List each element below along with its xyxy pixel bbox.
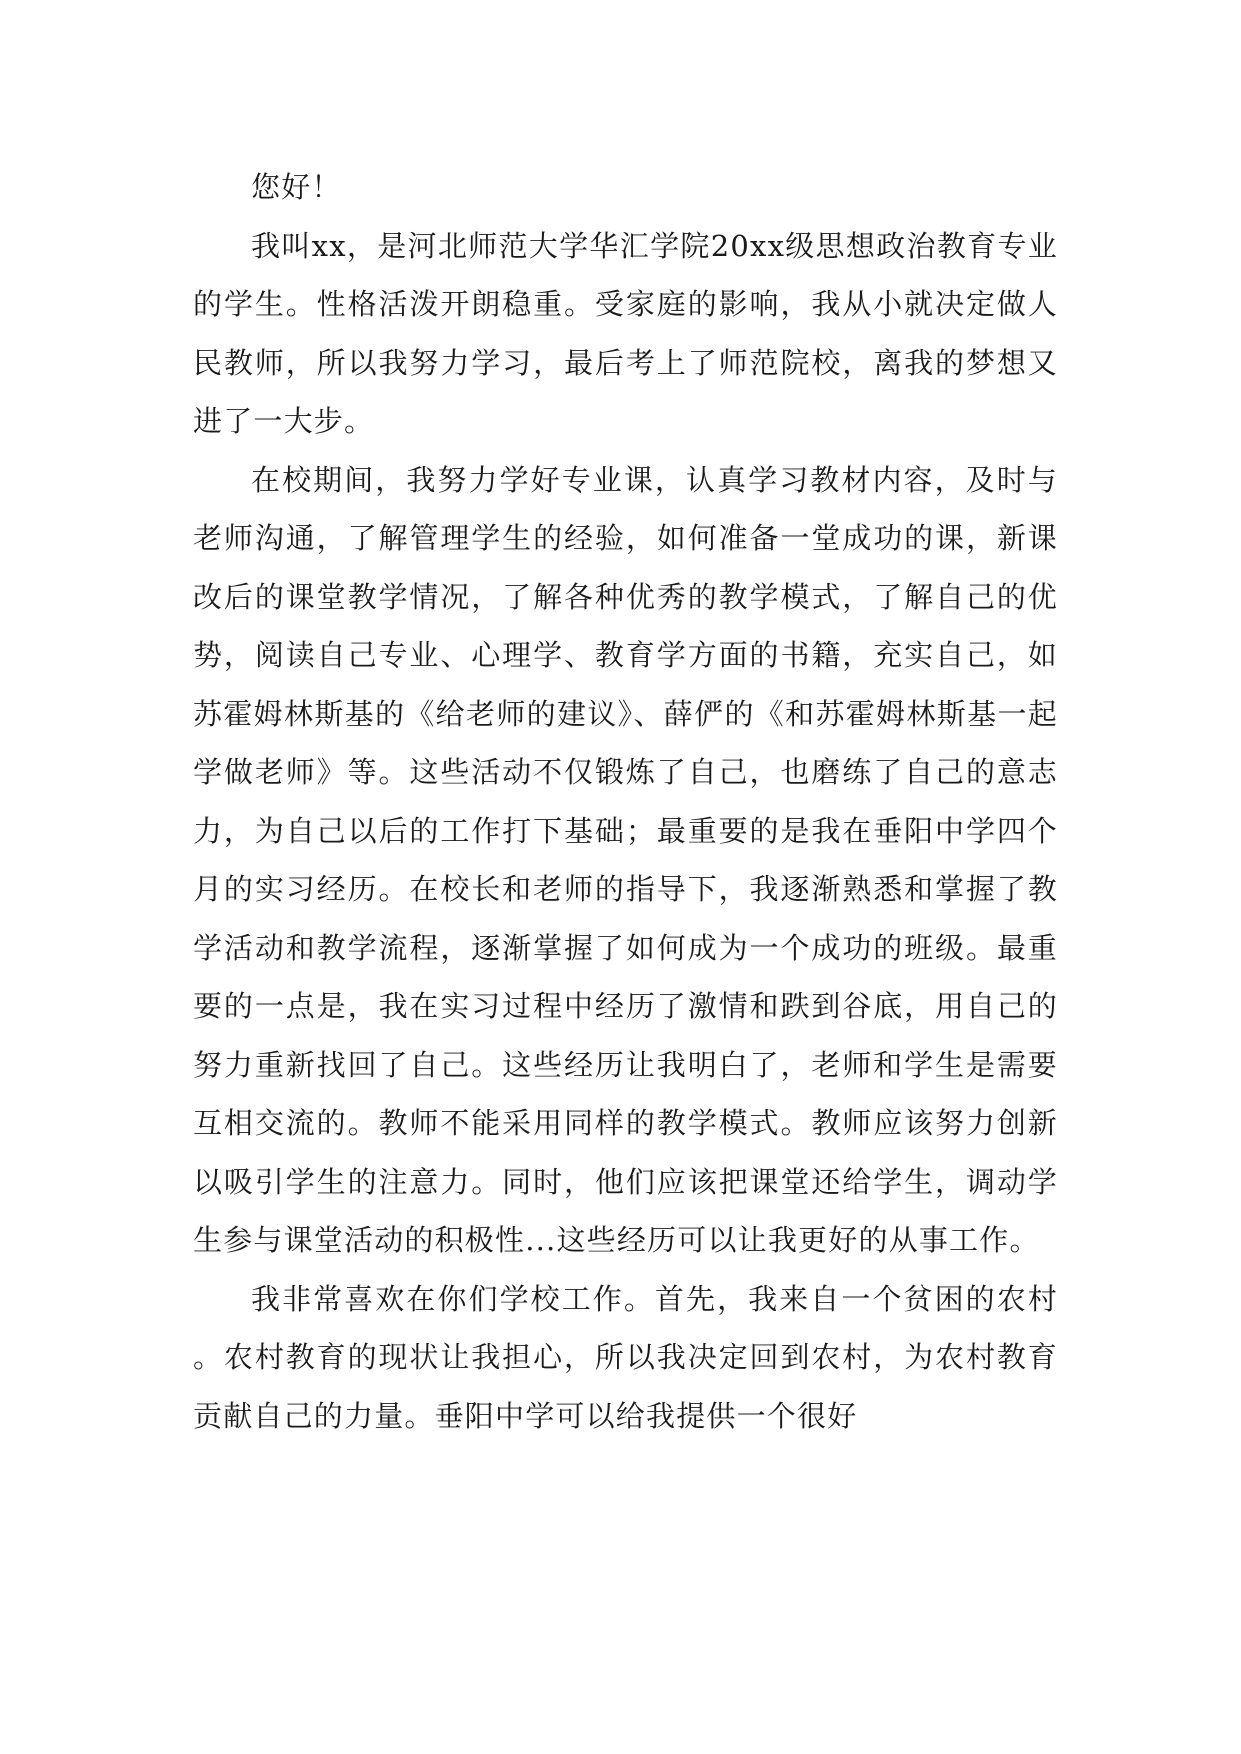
greeting-paragraph: 您好！ (251, 170, 342, 204)
self-introduction-paragraph: 我叫xx，是河北师范大学华汇学院20xx级思想政治教育专业的学生。性格活泼开朗稳重。受家庭的影响，我从小就决定做人民教师，所以我努力学习，最后考上了师范院校，离我的梦想又进了一大步。 (193, 228, 1058, 438)
motivation-paragraph: 我非常喜欢在你们学校工作。首先，我来自一个贫困的农村。农村教育的现状让我担心，所以我决定回到农村，为农村教育贡献自己的力量。垂阳中学可以给我提供一个很好 (193, 1281, 1058, 1433)
school-experience-paragraph: 在校期间，我努力学好专业课，认真学习教材内容，及时与老师沟通，了解管理学生的经验，如何准备一堂成功的课，新课改后的课堂教学情况，了解各种优秀的教学模式，了解自己的优势，阅读自己专业、心理学、教育学方面的书籍，充实自己，如苏霍姆林斯基的《给老师的建议》、薛俨的《和苏霍姆林斯基一起学做老师》等。这些活动不仅锻炼了自己，也磨练了自己的意志力，为自己以后的工作打下基础；最重要的是我在垂阳中学四个月的实习经历。在校长和老师的指导下，我逐渐熟悉和掌握了教学活动和教学流程，逐渐掌握了如何成为一个成功的班级。最重要的一点是，我在实习过程中经历了激情和跌到谷底，用自己的努力重新找回了自己。这些经历让我明白了，老师和学生是需要互相交流的。教师不能采用同样的教学模式。教师应该努力创新以吸引学生的注意力。同时，他们应该把课堂还给学生，调动学生参与课堂活动的积极性...这些经历可以让我更好的从事工作。 (193, 462, 1058, 1257)
document-body (193, 158, 1058, 1445)
